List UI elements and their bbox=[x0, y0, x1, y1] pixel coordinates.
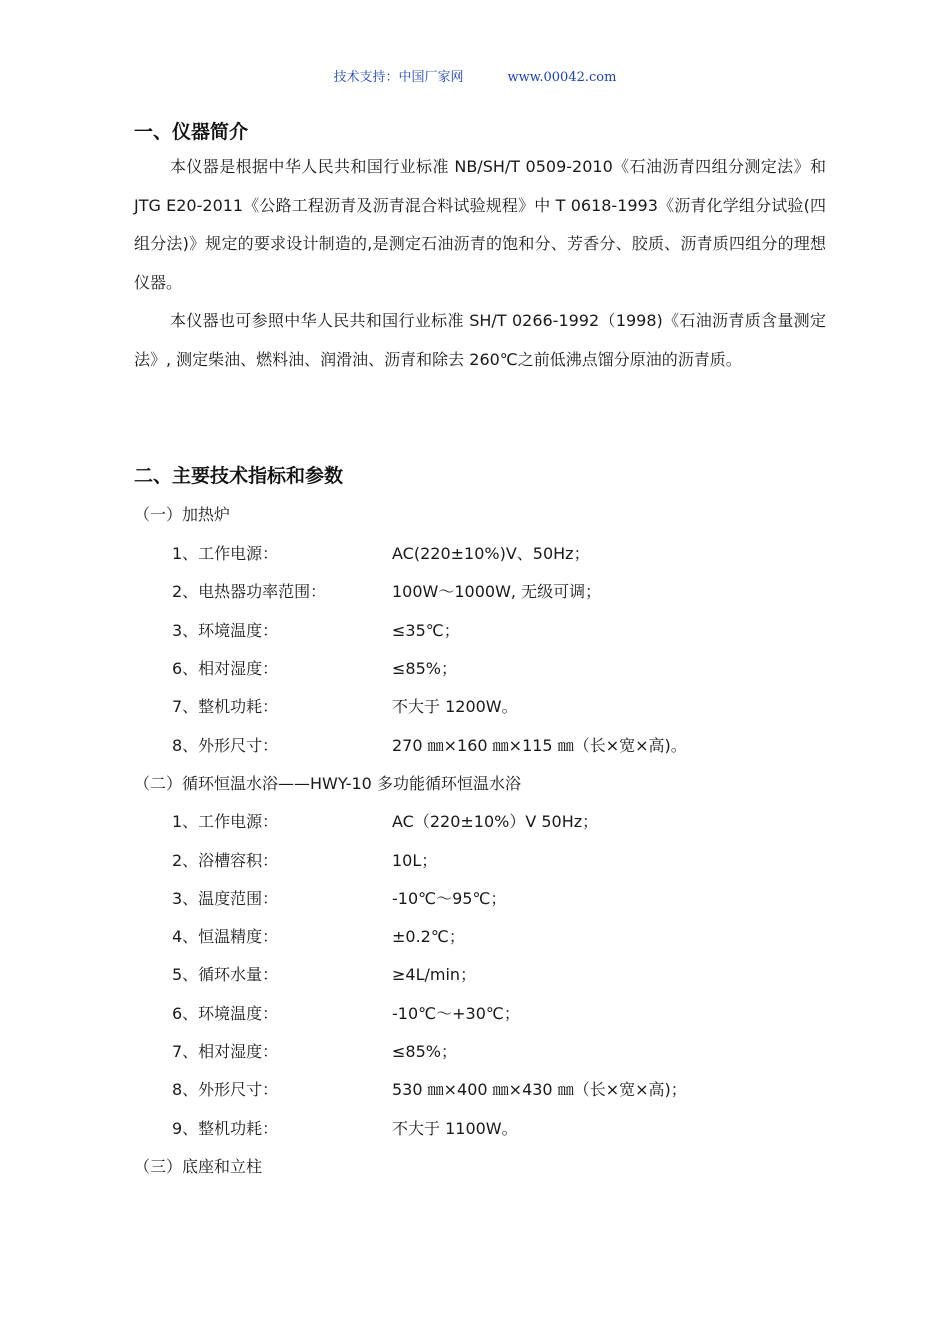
spec-label: 1、工作电源： bbox=[172, 544, 279, 563]
spec-value: 270 ㎜×160 ㎜×115 ㎜（长×宽×高)。 bbox=[392, 736, 687, 755]
spec-value: ≤85%； bbox=[392, 1042, 457, 1061]
spec-value: -10℃～95℃； bbox=[392, 889, 507, 908]
header-support-text: 技术支持：中国厂家网 bbox=[333, 70, 464, 85]
spec-label: 2、浴槽容积： bbox=[172, 851, 279, 870]
spec-label: 3、环境温度： bbox=[172, 621, 279, 640]
header-url: www.00042.com bbox=[507, 70, 617, 85]
spec-row bbox=[172, 656, 457, 679]
spec-value: 100W～1000W, 无级可调； bbox=[392, 582, 602, 601]
spec-label: 8、外形尺寸： bbox=[172, 1080, 279, 1099]
spec-label: 6、环境温度： bbox=[172, 1004, 279, 1023]
spec-row bbox=[172, 886, 506, 909]
spec-label: 5、循环水量： bbox=[172, 965, 279, 984]
spec-row bbox=[172, 962, 476, 985]
spec-label: 3、温度范围： bbox=[172, 889, 279, 908]
spec-row bbox=[172, 1001, 520, 1024]
spec-value: 10L； bbox=[392, 851, 438, 870]
spec-label: 9、整机功耗： bbox=[172, 1119, 279, 1138]
spec-value: 不大于 1200W。 bbox=[392, 697, 518, 716]
spec-value: AC（220±10%）V 50Hz； bbox=[392, 812, 599, 831]
spec-label: 2、电热器功率范围： bbox=[172, 582, 327, 601]
page-header bbox=[0, 66, 950, 85]
spec-label: 6、相对湿度： bbox=[172, 659, 279, 678]
spec-row bbox=[172, 924, 465, 947]
spec-value: 不大于 1100W。 bbox=[392, 1119, 518, 1138]
spec-row bbox=[172, 848, 437, 871]
spec-label: 7、整机功耗： bbox=[172, 697, 279, 716]
spec-row bbox=[172, 809, 598, 832]
spec-label: 8、外形尺寸： bbox=[172, 736, 279, 755]
section-1-paragraph-2: 本仪器也可参照中华人民共和国行业标准 SH/T 0266-1992（1998)《石油沥青质含量测定法》, 测定柴油、燃料油、润滑油、沥青和除去 260℃之前低沸点馏分原油的沥青质。 bbox=[134, 311, 826, 369]
spec-label: 4、恒温精度： bbox=[172, 927, 279, 946]
spec-row bbox=[172, 694, 518, 717]
section-2-title: 二、主要技术指标和参数 bbox=[134, 465, 344, 487]
spec-row bbox=[172, 579, 601, 602]
spec-row bbox=[172, 1039, 457, 1062]
section-1-title: 一、仪器简介 bbox=[134, 121, 249, 143]
spec-row bbox=[172, 733, 687, 756]
spec-row bbox=[172, 541, 590, 564]
spec-row bbox=[172, 618, 460, 641]
spec-row bbox=[172, 1077, 687, 1100]
group-1-title: （一）加热炉 bbox=[134, 505, 231, 524]
spec-value: ≤35℃； bbox=[392, 621, 460, 640]
spec-value: 530 ㎜×400 ㎜×430 ㎜（长×宽×高)； bbox=[392, 1080, 687, 1099]
spec-row bbox=[172, 1116, 518, 1139]
spec-label: 7、相对湿度： bbox=[172, 1042, 279, 1061]
spec-value: -10℃～+30℃； bbox=[392, 1004, 520, 1023]
spec-value: ≥4L/min； bbox=[392, 965, 477, 984]
group-2-title: （二）循环恒温水浴——HWY-10 多功能循环恒温水浴 bbox=[134, 774, 521, 793]
group-3-title: （三）底座和立柱 bbox=[134, 1157, 263, 1176]
spec-label: 1、工作电源： bbox=[172, 812, 279, 831]
spec-value: ≤85%； bbox=[392, 659, 457, 678]
spec-value: AC(220±10%)V、50Hz； bbox=[392, 544, 590, 563]
spec-value: ±0.2℃； bbox=[392, 927, 465, 946]
section-1-paragraph-1: 本仪器是根据中华人民共和国行业标准 NB/SH/T 0509-2010《石油沥青四组分测定法》和 JTG E20-2011《公路工程沥青及沥青混合料试验规程》中 T 0618-1993《沥青化学组分试验(四组分法)》规定的要求设计制造的,是测定石油沥青的饱和分、芳香分、胶质、沥青质四组分的理想仪器。 bbox=[134, 157, 826, 292]
